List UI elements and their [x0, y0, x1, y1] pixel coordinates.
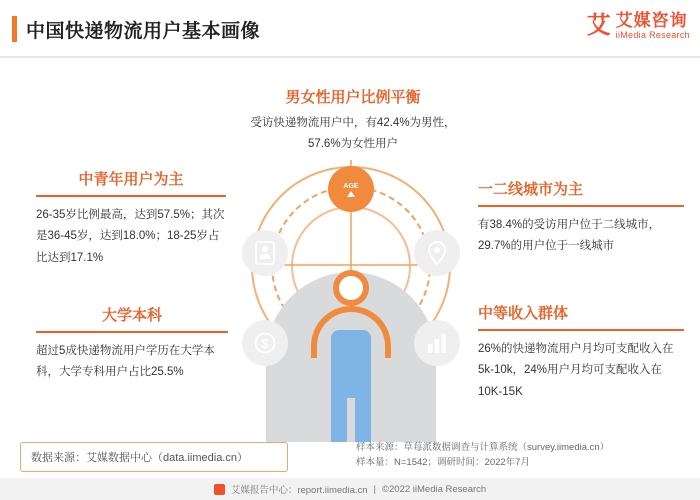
- footer-brand-text: 艾媒报告中心：report.iimedia.cn: [230, 485, 368, 496]
- central-graphic: [228, 152, 474, 442]
- callout-education-title: 大学本科: [101, 307, 162, 324]
- callout-income-title: 中等收入群体: [478, 305, 569, 322]
- callout-age-title: 中青年用户为主: [78, 171, 184, 188]
- callout-gender-title: 男女性用户比例平衡: [285, 89, 421, 106]
- logo-mark-icon: 艾: [586, 12, 611, 40]
- figure-head: [333, 270, 369, 306]
- brand-square-icon: [214, 484, 225, 495]
- callout-age: [36, 168, 226, 269]
- title-accent-bar: [12, 16, 17, 42]
- callout-education: [36, 304, 228, 384]
- data-source-box: [20, 442, 288, 472]
- callout-education-body: 超过5成快递物流用户学历在大学本科，大学专科用户占比25.5%: [36, 345, 215, 379]
- location-pin-icon: [414, 230, 460, 276]
- figure-torso: [331, 330, 371, 398]
- sample-info: [356, 440, 686, 470]
- person-id-icon: [242, 230, 288, 276]
- page-title: 中国快递物流用户基本画像: [26, 21, 261, 42]
- figure-leg-right: [355, 398, 371, 442]
- user-figure-icon: [311, 270, 391, 442]
- footer-separator: |: [373, 483, 377, 495]
- callout-income-rule: [478, 329, 684, 331]
- footer-bar: [0, 478, 700, 500]
- data-source-text: 数据来源：艾媒数据中心（data.iimedia.cn）: [31, 452, 248, 464]
- sample-size-text: 样本量：N=1542；调研时间：2022年7月: [356, 457, 530, 469]
- header: [0, 0, 700, 58]
- callout-city-rule: [478, 205, 684, 207]
- callout-gender-body: 受访快递物流用户中，有42.4%为男性，57.6%为女性用户: [250, 117, 456, 150]
- logo-name-cn: 艾媒咨询: [615, 11, 688, 30]
- sample-source-text: 样本来源：草莓派数据调查与计算系统（survey.iimedia.cn）: [356, 442, 610, 453]
- brand-logo: [587, 12, 690, 41]
- callout-city-body: 有38.4%的受访用户位于二线城市，29.7%的用户位于一线城市: [478, 219, 661, 253]
- logo-name-en: iiMedia Research: [615, 29, 690, 40]
- logo-text: [616, 12, 690, 41]
- footer-copyright-text: ©2022 iiMedia Research: [382, 483, 487, 495]
- callout-education-rule: [36, 331, 228, 333]
- callout-gender: [238, 86, 468, 154]
- svg-text:$: $: [261, 336, 269, 351]
- age-badge-icon: [328, 166, 374, 212]
- figure-leg-left: [331, 398, 347, 442]
- bar-chart-icon: [414, 320, 460, 366]
- callout-age-rule: [36, 195, 226, 197]
- svg-text:AGE: AGE: [343, 183, 359, 190]
- callout-age-body: 26-35岁比例最高，达到57.5%；其次是36-45岁，达到18.0%；18-25岁占比达到17.1%: [36, 209, 225, 264]
- money-bag-icon: [242, 320, 288, 366]
- callout-income: [478, 302, 684, 403]
- callout-city-title: 一二线城市为主: [478, 181, 584, 198]
- callout-city: [478, 178, 684, 258]
- callout-income-body: 26%的快递物流用户月均可支配收入在5k-10k，24%用户月均可支配收入在10K-15K: [478, 343, 674, 398]
